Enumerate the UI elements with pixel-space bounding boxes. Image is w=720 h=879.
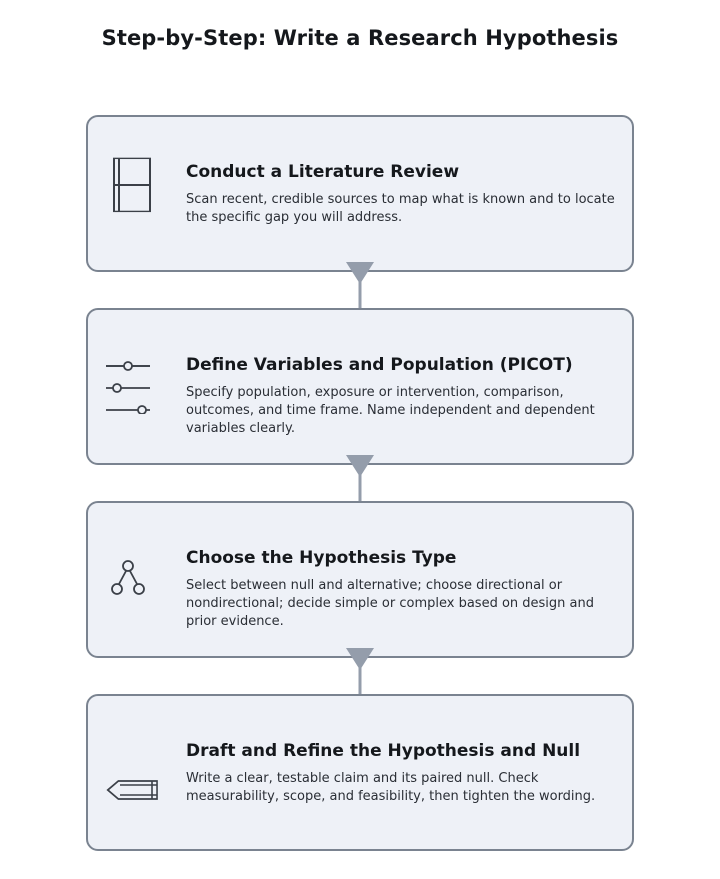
- pencil-icon: [106, 776, 158, 832]
- step-card-hypothesis-type: [86, 501, 634, 658]
- step-description: Scan recent, credible sources to map what is known and to locate the specific gap you will address.: [186, 192, 615, 225]
- step-card-define-variables: [86, 308, 634, 465]
- connector-arrow: [346, 262, 374, 312]
- step-title: Choose the Hypothesis Type: [186, 548, 457, 568]
- sliders-icon: [106, 358, 158, 414]
- page-title: Step-by-Step: Write a Research Hypothesis: [101, 26, 619, 50]
- step-card-literature-review: [86, 115, 634, 272]
- step-title: Conduct a Literature Review: [186, 162, 460, 182]
- step-description: Write a clear, testable claim and its paired null. Check measurability, scope, and feasibility, then tighten the wording.: [186, 771, 596, 804]
- step-card-draft-refine: [86, 694, 634, 851]
- connector-arrow: [346, 455, 374, 505]
- step-description: Select between null and alternative; choose directional or nondirectional; decide simple or complex based on design and prior evidence.: [186, 578, 594, 629]
- step-title: Define Variables and Population (PICOT): [186, 355, 573, 375]
- book-icon: [106, 157, 158, 213]
- branch-icon: [106, 557, 158, 613]
- step-title: Draft and Refine the Hypothesis and Null: [186, 741, 581, 761]
- step-description: Specify population, exposure or intervention, comparison, outcomes, and time frame. Name independent and dependent variables clearly.: [186, 385, 595, 436]
- connector-arrow: [346, 648, 374, 698]
